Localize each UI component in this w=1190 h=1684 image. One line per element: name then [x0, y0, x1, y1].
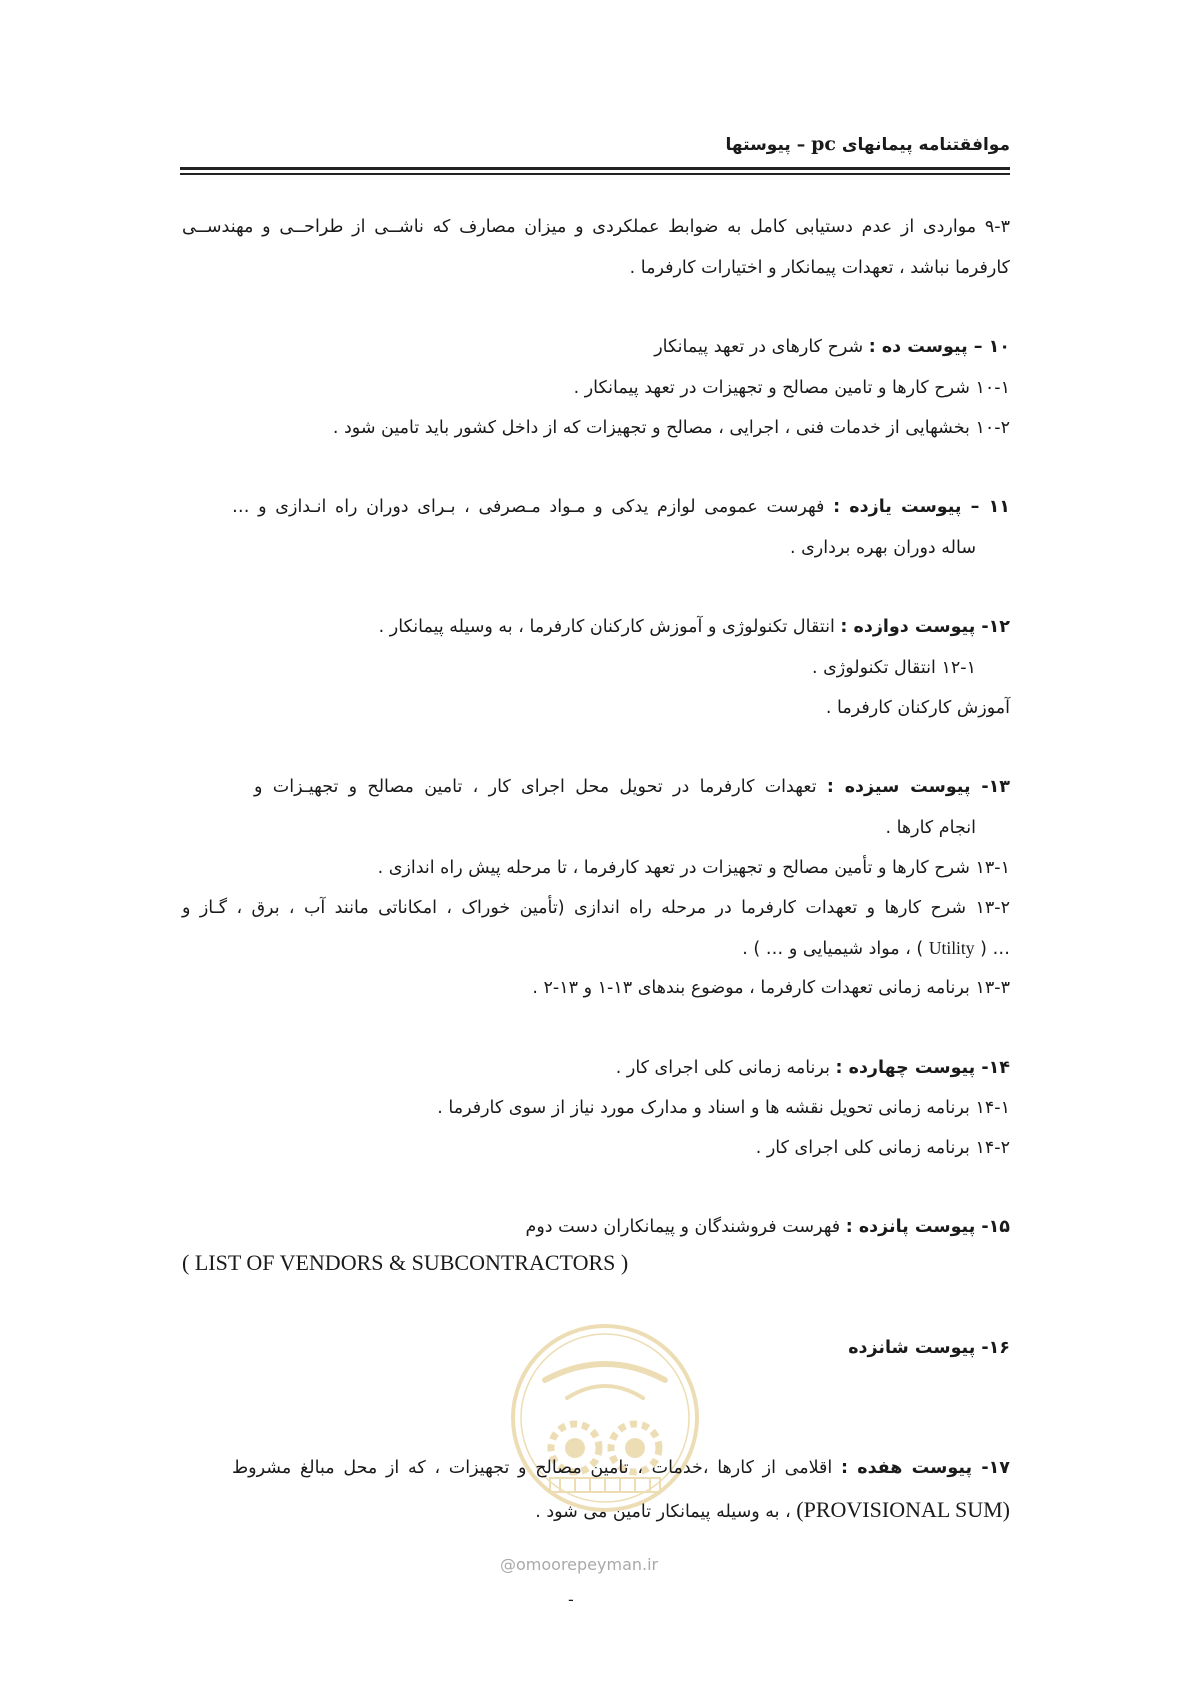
watermark-url: @omoorepeyman.ir	[500, 1555, 659, 1574]
annex-12-heading	[379, 614, 1010, 640]
annex-15-subject: فهرست فروشندگان و پیمانکاران دست دوم	[525, 1217, 841, 1237]
annex-16-heading: ۱۶- پیوست شانزده	[848, 1338, 1010, 1358]
annex-11-subject: فهرست عمومی لوازم یدکی و مـواد مـصرفی ، بـرای دوران راه انـدازی و …	[232, 497, 825, 517]
annex-11-line-2: ساله دوران بهره برداری .	[789, 538, 976, 558]
item-13-2-utility: Utility	[928, 938, 975, 958]
annex-13-line-2: انجام کارها .	[885, 818, 976, 838]
annex-14-heading	[616, 1055, 1010, 1081]
item-9-3-line-1: ۹-۳ مواردی از عدم دستیابی کامل به ضوابط عملکردی و میزان مصارف که ناشــی از طراحــی و مهندســی	[182, 217, 1010, 237]
item-12-1: ۱۲-۱ انتقال تکنولوژی .	[811, 658, 976, 678]
item-14-1: ۱۴-۱ برنامه زمانی تحویل نقشه ها و اسناد و مدارک مورد نیاز از سوی کارفرما .	[437, 1098, 1010, 1118]
item-13-2-line-2-pre: … (	[980, 939, 1010, 959]
page-header	[180, 133, 1010, 155]
annex-15-title: ۱۵- پیوست پانزده :	[845, 1217, 1010, 1237]
annex-17-title: ۱۷- پیوست هفده :	[841, 1458, 1010, 1478]
annex-17-line-2	[535, 1497, 1010, 1525]
annex-10-title: ۱۰ – پیوست ده :	[868, 337, 1010, 357]
item-13-2-line-2	[742, 935, 1010, 962]
header-rule-thin	[180, 173, 1010, 175]
annex-15-heading	[526, 1214, 1011, 1240]
watermark-logo	[505, 1318, 705, 1518]
annex-12-title: ۱۲- پیوست دوازده :	[840, 617, 1010, 637]
item-13-2-line-2-post: ) ، مواد شیمیایی و … ) .	[742, 939, 924, 959]
item-14-2: ۱۴-۲ برنامه زمانی کلی اجرای کار .	[755, 1138, 1010, 1158]
annex-15-english-title: ( LIST OF VENDORS & SUBCONTRACTORS )	[182, 1250, 629, 1275]
annex-17-provisional-sum: (PROVISIONAL SUM)	[796, 1497, 1010, 1522]
header-rule-thick	[180, 167, 1010, 170]
annex-17-line-2-rest: ، به وسیله پیمانکار تامین می شود .	[535, 1502, 791, 1522]
annex-13-subject: تعهدات کارفرما در تحویل محل اجرای کار ، تامین مصالح و تجهیـزات و	[254, 777, 817, 797]
item-10-1: ۱۰-۱ شرح کارها و تامین مصالح و تجهیزات در تعهد پیمانکار .	[573, 378, 1010, 398]
item-13-1: ۱۳-۱ شرح کارها و تأمین مصالح و تجهیزات در تعهد کارفرما ، تا مرحله پیش راه اندازی .	[377, 858, 1010, 878]
annex-10-subject: شرح کارهای در تعهد پیمانکار	[654, 337, 864, 357]
annex-10-heading	[654, 334, 1010, 360]
item-9-3-line-2: کارفرما نباشد ، تعهدات پیمانکار و اختیارات کارفرما .	[629, 258, 1010, 278]
annex-11-title: ۱۱ – پیوست یازده :	[833, 497, 1010, 517]
header-title-part-1: موافقتنامه پیمانهای	[841, 135, 1010, 155]
item-10-2: ۱۰-۲ بخشهایی از خدمات فنی ، اجرایی ، مصالح و تجهیزات که از داخل کشور باید تامین شود .	[332, 418, 1010, 438]
annex-13-heading	[254, 774, 1010, 800]
annex-14-subject: برنامه زمانی کلی اجرای کار .	[615, 1058, 830, 1078]
header-title-latin: pc	[811, 133, 836, 155]
header-title-part-2: – پیوستها	[725, 135, 806, 155]
annex-13-title: ۱۳- پیوست سیزده :	[826, 777, 1010, 797]
annex-12-subject: انتقال تکنولوژی و آموزش کارکنان کارفرما ، به وسیله پیمانکار .	[378, 617, 835, 637]
item-13-2-line-1: ۱۳-۲ شرح کارها و تعهدات کارفرما در مرحله راه اندازی (تأمین خوراک ، امکاناتی مانند آب ، برق ، گـاز و	[182, 898, 1010, 918]
annex-14-title: ۱۴- پیوست چهارده :	[835, 1058, 1010, 1078]
item-12-2: آموزش کارکنان کارفرما .	[825, 698, 1010, 718]
item-13-3: ۱۳-۳ برنامه زمانی تعهدات کارفرما ، موضوع بندهای ۱۳-۱ و ۱۳-۲ .	[532, 978, 1010, 998]
annex-11-heading	[232, 494, 1010, 520]
annex-17-subject: اقلامی از کارها ،خدمات ، تامین مصالح و تجهیزات ، که از محل مبالغ مشروط	[232, 1458, 833, 1478]
page-footer-mark: -	[568, 1590, 574, 1609]
annex-17-heading	[232, 1455, 1010, 1481]
